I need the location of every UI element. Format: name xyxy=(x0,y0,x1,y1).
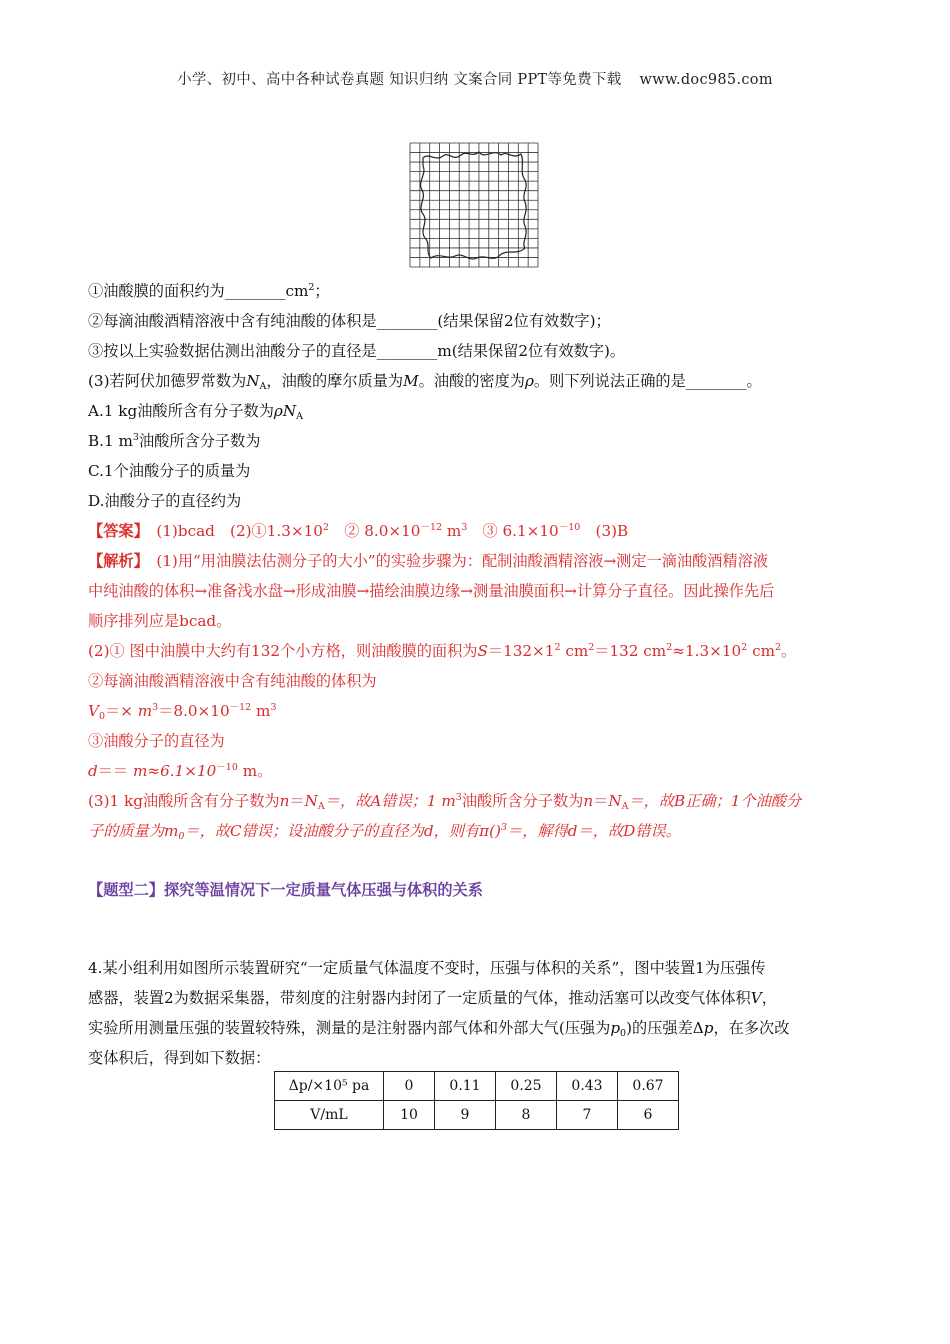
page-header xyxy=(0,68,950,89)
analysis-line-3: 顺序排列应是bcad。 xyxy=(88,612,232,630)
q4-line-1: 4.某小组利用如图所示装置研究“一定质量气体温度不变时，压强与体积的关系”，图中装置1为压强传 xyxy=(88,959,766,977)
analysis-10-e: ＝，解得 xyxy=(507,822,568,840)
question-content xyxy=(88,276,868,846)
table-cell: 9 xyxy=(435,1101,496,1130)
table-cell: 0.67 xyxy=(618,1072,679,1101)
answer-part-3: m xyxy=(442,522,462,540)
q3-text-d: 。则下列说法正确的是________。 xyxy=(533,372,762,390)
analysis-label: 【解析】 xyxy=(88,552,142,570)
analysis-line-5: ②每滴油酸酒精溶液中含有纯油酸的体积为 xyxy=(88,672,377,690)
analysis-4-d: ＝132 cm xyxy=(594,642,667,660)
analysis-8-c: m。 xyxy=(237,762,273,780)
table-cell: 7 xyxy=(557,1101,618,1130)
analysis-4-b: ＝132×1 xyxy=(487,642,555,660)
section-title: 【题型二】探究等温情况下一定质量气体压强与体积的关系 xyxy=(88,881,483,899)
answer-line xyxy=(88,516,868,546)
option-b: B.1 $m^3$油酸所含分子数为 xyxy=(88,432,261,450)
analysis-text-1: (1)用“用油膜法估测分子的大小”的实验步骤为：配制油酸酒精溶液→测定一滴油酸酒精溶液 xyxy=(156,552,769,570)
q4-2-a: 感器，装置2为数据采集器，带刻度的注射器内封闭了一定质量的气体，推动活塞可以改变气体体积 xyxy=(88,989,751,1007)
oil-film-outline xyxy=(421,152,527,259)
option-d: D.油酸分子的直径约为 xyxy=(88,492,242,510)
analysis-8-b: m≈6.1×10 xyxy=(132,762,217,780)
table-cell: 0.25 xyxy=(496,1072,557,1101)
answer-exp-4: －10 xyxy=(558,522,581,533)
analysis-line-7: ③油酸分子的直径为 xyxy=(88,732,225,750)
q3-text-c: 。油酸的密度为 xyxy=(418,372,525,390)
analysis-10-c: ，则有 xyxy=(433,822,480,840)
table-cell: 0 xyxy=(384,1072,435,1101)
analysis-line-8: $d== m\approx 6.1\times 10^{-10}$ m。 xyxy=(88,762,273,780)
table-cell: 10 xyxy=(384,1101,435,1130)
table-row xyxy=(275,1072,679,1101)
analysis-4-f: cm xyxy=(747,642,775,660)
analysis-6-b: ＝8.0×10 xyxy=(158,702,230,720)
analysis-line-1 xyxy=(88,546,868,576)
analysis-6-c: m xyxy=(251,702,271,720)
q4-line-4: 变体积后，得到如下数据： xyxy=(88,1049,271,1067)
option-a-text: A.1 kg油酸所含有分子数为 xyxy=(88,402,274,420)
analysis-6-a: ＝× xyxy=(105,702,138,720)
answer-exp-3: 3 xyxy=(461,522,468,533)
answer-part-5: (3)B xyxy=(580,522,629,540)
analysis-line-4: (2)① 图中油膜中大约有132个小方格，则油酸膜的面积为$S=132\times 1^2$ $cm^2=132$ $cm^2\approx 1.3\times 10^2$ $cm^2$。 xyxy=(88,642,797,660)
analysis-line-10: 子的质量为$m_0=$，故C错误；设油酸分子的直径为d，则有π()$^3$＝，解得d＝，故D错误。 xyxy=(88,822,681,842)
q3-text-b: ，油酸的摩尔质量为 xyxy=(266,372,404,390)
answer-part-4: ③ 6.1×10 xyxy=(467,522,559,540)
q4-3-a: 实验所用测量压强的装置较特殊，测量的是注射器内部气体和外部大气(压强为 xyxy=(88,1019,611,1037)
analysis-4-a: (2)① 图中油膜中大约有132个小方格，则油酸膜的面积为 xyxy=(88,642,478,660)
analysis-8-a: ＝＝ xyxy=(97,762,133,780)
analysis-9-b: ＝ xyxy=(289,792,305,810)
oil-film-grid xyxy=(409,142,539,268)
analysis-9-a: (3)1 kg油酸所含有分子数为 xyxy=(88,792,280,810)
analysis-4-e: ≈1.3×10 xyxy=(672,642,742,660)
question-3: (3)若阿伏加德罗常数为$N_A$，油酸的摩尔质量为M。油酸的密度为ρ。则下列说法正确的是________。 xyxy=(88,372,762,392)
analysis-4-c: cm xyxy=(560,642,589,660)
analysis-10-b: ＝，故C错误；设油酸分子的直径为 xyxy=(184,822,424,840)
analysis-9-c: ＝，故A错误；1 xyxy=(324,792,442,810)
analysis-10-d: () xyxy=(489,822,501,840)
analysis-line-2: 中纯油酸的体积→准备浅水盘→形成油膜→描绘油膜边缘→测量油膜面积→计算分子直径。因此操作先后 xyxy=(88,582,775,600)
answer-part-2: ② 8.0×10 xyxy=(329,522,421,540)
header-left-text: 小学、初中、高中各种试卷真题 知识归纳 文案合同 PPT等免费下载 xyxy=(177,72,622,88)
analysis-4-g: 。 xyxy=(781,642,797,660)
table-row-label: Δp/×10⁵ pa xyxy=(275,1072,384,1101)
analysis-line-6: $V_0=\times m^3=8.0\times 10^{-12}$ $m^3$ xyxy=(88,702,277,722)
analysis-9-e: ＝，故B正确；1个油酸分 xyxy=(628,792,802,810)
option-a: A.1 kg油酸所含有分子数为$\rho N_A$ xyxy=(88,402,303,422)
question-2-1: ①油酸膜的面积约为$\_\_\_\_\_\_\_\_cm^2$； xyxy=(88,282,330,300)
table-cell: 6 xyxy=(618,1101,679,1130)
q4-3-c: ，在多次改 xyxy=(713,1019,790,1037)
answer-part-1: (1)bcad (2)①1.3×10 xyxy=(156,522,323,540)
answer-text xyxy=(156,522,628,540)
analysis-line-9: (3)1 kg油酸所含有分子数为$n=N_A=$，故A错误；1 $m^3$油酸所含分子数为$n=N_A=$，故B正确；1个油酸分 xyxy=(88,792,802,812)
q4-line-3: 实验所用测量压强的装置较特殊，测量的是注射器内部气体和外部大气(压强为$p_0$)的压强差Δp，在多次改 xyxy=(88,1019,790,1039)
analysis-10-f: ＝，故D错误。 xyxy=(577,822,681,840)
question-2-2: ②每滴油酸酒精溶液中含有纯油酸的体积是________(结果保留2位有效数字)； xyxy=(88,312,611,330)
q4-3-b: )的压强差Δ xyxy=(626,1019,704,1037)
question-4 xyxy=(88,953,868,1073)
header-url: www.doc985.com xyxy=(639,72,773,88)
q2-1-tail: ； xyxy=(314,282,330,300)
option-b-pre: B.1 m xyxy=(88,432,133,450)
analysis-10-a: 子的质量为 xyxy=(88,822,164,840)
option-c: C.1个油酸分子的质量为 xyxy=(88,462,251,480)
answer-label: 【答案】 xyxy=(88,522,142,540)
q3-text-a: (3)若阿伏加德罗常数为 xyxy=(88,372,247,390)
question-2-3: ③按以上实验数据估测出油酸分子的直径是________m(结果保留2位有效数字)。 xyxy=(88,342,626,360)
answer-exp-1: 2 xyxy=(322,522,330,533)
analysis-9-d: 油酸所含分子数为 xyxy=(461,792,584,810)
table-cell: 0.43 xyxy=(557,1072,618,1101)
table-cell: 8 xyxy=(496,1101,557,1130)
answer-exp-2: －12 xyxy=(420,522,443,533)
data-table xyxy=(274,1071,679,1130)
q2-1-text: ①油酸膜的面积约为________cm xyxy=(88,282,309,300)
option-b-post: 油酸所含分子数为 xyxy=(138,432,261,450)
oil-film-grid-figure xyxy=(409,142,539,268)
q4-2-b: ， xyxy=(761,989,777,1007)
table-cell: 0.11 xyxy=(435,1072,496,1101)
q4-line-2: 感器，装置2为数据采集器，带刻度的注射器内封闭了一定质量的气体，推动活塞可以改变气体体积V， xyxy=(88,989,777,1007)
table-row xyxy=(275,1101,679,1130)
table-row-label: V/mL xyxy=(275,1101,384,1130)
